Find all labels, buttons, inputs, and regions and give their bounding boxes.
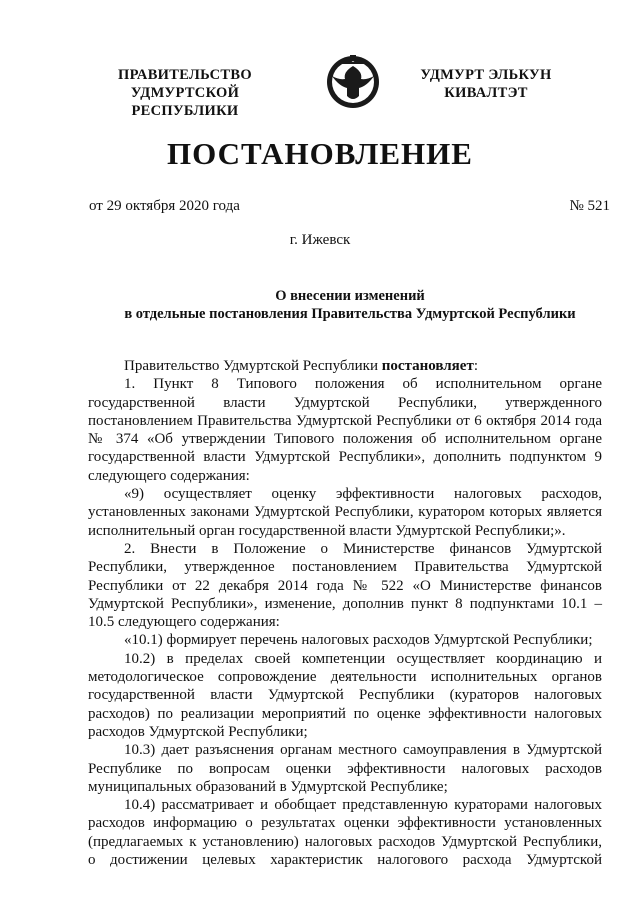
intro-end: : — [473, 358, 478, 374]
body-line: государственной власти Удмуртской Республики», дополнить подпунктом 9 — [88, 449, 602, 466]
body-line: Республике по вопросам оценки эффективности налоговых расходов — [88, 760, 602, 777]
document-city: г. Ижевск — [289, 232, 351, 248]
org-name-left — [78, 66, 292, 120]
body-line: 2. Внести в Положение о Министерстве финансов Удмуртской — [124, 540, 602, 557]
body-line: «9) осуществляет оценку эффективности налоговых расходов, — [124, 486, 602, 503]
body-line: установленных законами Удмуртской Республики, куратором которых является — [88, 504, 602, 521]
body-line: Республики, утвержденное постановлением Правительства Удмуртской — [88, 559, 602, 576]
body-line: 10.4) рассматривает и обобщает представленную кураторами налоговых — [124, 797, 602, 814]
intro-text: Правительство Удмуртской Республики — [124, 358, 382, 374]
title-line1: О внесении изменений — [275, 288, 425, 304]
body-line: о достижении целевых характеристик налогового расхода Удмуртской — [88, 852, 602, 869]
body-line: 10.3) дает разъяснения органам местного самоуправления в Удмуртской — [124, 742, 602, 759]
body-line: «10.1) формирует перечень налоговых расходов Удмуртской Республики; — [124, 632, 593, 649]
org-name-right — [402, 66, 570, 102]
org-right-line2: КИВАЛТЭТ — [444, 85, 528, 101]
body-line: следующего содержания: — [88, 467, 250, 484]
body-line: постановлением Правительства Удмуртской Республики от 6 октября 2014 года — [88, 412, 602, 429]
body-line: 10.2) в пределах своей компетенции осуществляет координацию и — [124, 650, 602, 667]
org-right-line1: УДМУРТ ЭЛЬКУН — [420, 67, 552, 83]
coat-of-arms-icon — [325, 52, 381, 114]
org-left-line2: УДМУРТСКОЙ РЕСПУБЛИКИ — [130, 85, 240, 119]
body-line: 10.5 следующего содержания: — [88, 614, 280, 631]
body-line: государственной власти Удмуртской Республики, утвержденного — [88, 394, 602, 411]
body-line: муниципальных образований в Удмуртской Республике; — [88, 778, 448, 795]
title-line2: в отдельные постановления Правительства Удмуртской Республики — [124, 306, 576, 322]
org-left-line1: ПРАВИТЕЛЬСТВО — [118, 67, 252, 83]
body-line: расходов информацию о результатах оценки эффективности установленных — [88, 815, 602, 832]
document-date: от 29 октября 2020 года — [89, 198, 240, 214]
body-line: исполнительный орган государственной власти Удмуртской Республики;». — [88, 522, 566, 539]
document-title — [60, 287, 640, 323]
body-line: методологическое сопровождение деятельности исполнительных органов — [88, 669, 602, 686]
body-line: Удмуртской Республики», изменение, дополнив пункт 8 подпунктами 10.1 – — [88, 595, 602, 612]
body-line: Республики от 22 декабря 2014 года № 522 «О Министерстве финансов — [88, 577, 602, 594]
body-line: (предлагаемых к установлению) налоговых расходов Удмуртской Республики, — [88, 833, 602, 850]
body-line: расходов Удмуртской Республики; — [88, 723, 308, 740]
body-line: государственной власти Удмуртской Республики (кураторов налоговых — [88, 687, 602, 704]
document-body — [88, 357, 602, 869]
intro-paragraph — [88, 357, 602, 375]
body-line: № 374 «Об утверждении Типового положения об исполнительном органе — [88, 431, 602, 448]
body-line: 1. Пункт 8 Типового положения об исполнительном органе — [124, 376, 602, 393]
document-number: № 521 — [569, 198, 610, 214]
intro-bold: постановляет — [381, 358, 474, 374]
body-line: расходов) по реализации мероприятий по оценке эффективности налоговых — [88, 705, 602, 722]
document-type: ПОСТАНОВЛЕНИЕ — [167, 136, 473, 171]
